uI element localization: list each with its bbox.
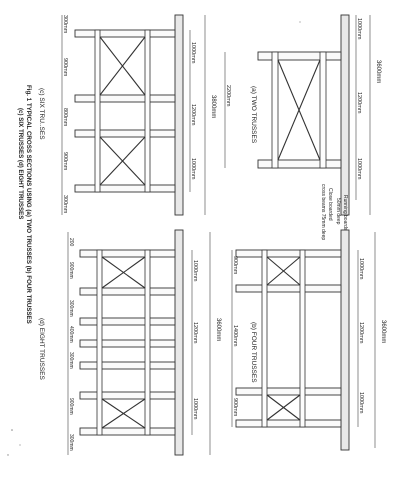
panel-b-post — [262, 250, 267, 427]
panel-c-label: (c) SIX TRU..SES — [38, 88, 45, 140]
panel-d-dim-e3: 300mm — [68, 300, 74, 317]
panel-a-note-running-boards-depth: 50mm deep — [335, 198, 341, 225]
panel-a-dim-bottom: 1000mm — [356, 158, 362, 180]
panel-b-dim-right: 900mm — [232, 398, 238, 417]
panel-b-label: (b) FOUR TRUSSES — [250, 322, 257, 383]
panel-a-two-trusses — [225, 15, 381, 240]
panel-b-dim-top: 1000mm — [358, 258, 364, 280]
panel-a-deck — [341, 15, 349, 215]
panel-a-cross-beam-top — [258, 52, 341, 60]
panel-b-four-trusses — [232, 230, 386, 450]
panel-d-dim-top: 1000mm — [192, 260, 198, 282]
panel-d-dim-middle: 1200mm — [192, 322, 198, 344]
panel-b-cross-beam — [236, 250, 341, 257]
panel-d-post — [145, 250, 150, 435]
panel-d-cross-beam — [80, 250, 175, 257]
panel-a-note-running-boards: Running boards — [342, 195, 348, 231]
panel-c-cross-beam — [75, 95, 175, 102]
panel-a-dim-top: 1000mm — [356, 18, 362, 40]
figure-caption-line-1: Fig. 1 TYPICAL CROSS SECTIONS USING (a) TWO TRUSSES (b) FOUR TRUSSES — [25, 85, 32, 324]
panel-c-dim-right-edge: 300mm — [62, 195, 68, 214]
panel-c-dim-top: 1000mm — [190, 42, 196, 64]
panel-b-cross-beam — [236, 388, 341, 395]
panel-c-cross-beam — [75, 30, 175, 37]
panel-a-post — [320, 52, 326, 168]
panel-b-cross-beam — [236, 285, 341, 292]
panel-c-cross-beam — [75, 185, 175, 192]
panel-d-eight-trusses — [38, 230, 221, 455]
panel-a-post — [272, 52, 278, 168]
panel-b-deck — [341, 230, 349, 450]
panel-d-post — [97, 250, 102, 435]
panel-d-cross-beam — [80, 288, 175, 295]
panel-b-dim-bottom: 1000mm — [358, 392, 364, 414]
panel-c-post — [145, 30, 150, 192]
panel-a-dim-middle: 1200mm — [356, 92, 362, 114]
panel-d-cross-beam — [80, 340, 175, 347]
panel-d-deck — [175, 230, 183, 455]
panel-d-cross-beam — [80, 362, 175, 369]
panel-d-dim-e6: 900mm — [68, 398, 74, 415]
panel-c-post — [95, 30, 100, 192]
panel-b-dim-overall: 3600mm — [380, 320, 386, 344]
panel-d-dim-e7: 300mm — [68, 434, 74, 451]
panel-b-post — [300, 250, 305, 427]
panel-c-dim-middle: 1200mm — [190, 104, 196, 126]
panel-d-cross-beam — [80, 318, 175, 325]
panel-c-cross-beam — [75, 130, 175, 137]
panel-b-cross-beam — [236, 420, 341, 427]
panel-a-label: (a) TWO TRUSSES — [250, 86, 257, 144]
panel-d-dim-overall: 3600mm — [215, 318, 221, 342]
panel-a-note-cross-beams: Close boarded — [327, 188, 333, 221]
panel-c-dim-center: 800mm — [62, 108, 68, 127]
panel-d-dim-e4: 400mm — [68, 326, 74, 343]
panel-a-dim-span: 2200mm — [225, 85, 231, 107]
panel-a-note-cross-beams-2: cross beams 75mm deep — [320, 184, 326, 241]
panel-b-dim-center: 1400mm — [232, 325, 238, 347]
panel-a-cross-beam-bottom — [258, 160, 341, 168]
panel-d-dim-e5: 300mm — [68, 352, 74, 369]
panel-c-dim-left-edge: 300mm — [62, 15, 68, 34]
panel-b-dim-left: 900mm — [232, 256, 238, 275]
figure-caption-line-2: (c) SIX TRUSSES (d) EIGHT TRUSSES — [17, 108, 24, 220]
panel-b-dim-middle: 1200mm — [358, 322, 364, 344]
panel-d-cross-beam — [80, 428, 175, 435]
panel-c-dim-overall: 3800mm — [210, 95, 216, 119]
panel-c-dim-left: 900mm — [62, 58, 68, 77]
panel-d-label: (d) EIGHT TRUSSES — [38, 318, 45, 380]
panel-c-dim-right: 900mm — [62, 152, 68, 171]
panel-d-dim-e2: 900mm — [68, 262, 74, 279]
panel-c-deck — [175, 15, 183, 215]
panel-c-six-trusses — [38, 15, 216, 215]
figure-caption — [17, 85, 32, 324]
panel-d-dim-e1: 200 — [68, 238, 74, 247]
panel-c-dim-bottom: 1000mm — [190, 158, 196, 180]
panel-d-cross-beam — [80, 392, 175, 399]
panel-a-dim-overall: 3600mm — [375, 60, 381, 84]
panel-d-dim-bottom: 1000mm — [192, 398, 198, 420]
